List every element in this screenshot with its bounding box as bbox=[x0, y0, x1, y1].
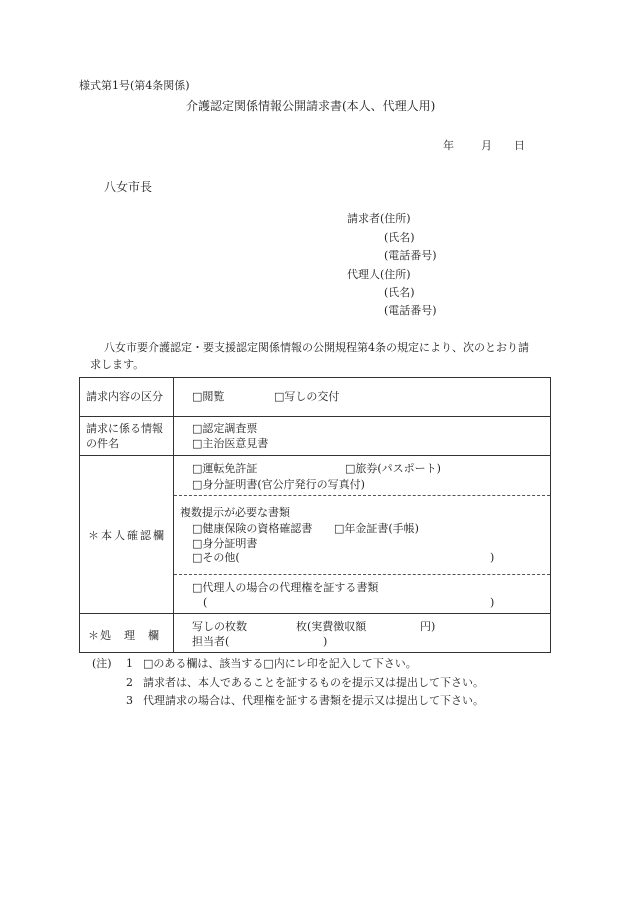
passport-checkbox[interactable]: □旅券(パスポート) bbox=[345, 462, 441, 475]
doctor-opinion-checkbox[interactable]: □主治医意見書 bbox=[192, 437, 269, 450]
processing-label: ＊処 理 欄 bbox=[88, 629, 160, 642]
table-dashed-divider bbox=[174, 574, 550, 575]
other-doc-checkbox[interactable]: □その他( bbox=[192, 551, 240, 564]
proxy-doc-checkbox[interactable]: □代理人の場合の代理権を証する書類 bbox=[192, 581, 379, 594]
form-number: 様式第1号(第4条関係) bbox=[79, 79, 190, 92]
survey-sheet-checkbox[interactable]: □認定調査票 bbox=[192, 422, 258, 435]
fee-label: 枚(実費徴収額 bbox=[296, 620, 367, 633]
note-text: 請求者は、本人であることを証するものを提示又は提出して下さい。 bbox=[143, 676, 484, 689]
table-row-divider bbox=[80, 455, 550, 456]
id-certificate-2-checkbox[interactable]: □身分証明書 bbox=[192, 537, 258, 550]
note-number: 2 bbox=[126, 676, 133, 689]
note-text: □のある欄は、該当する□内にレ印を記入して下さい。 bbox=[143, 657, 417, 670]
applicant-name-label: (氏名) bbox=[384, 231, 415, 244]
agent-phone-label: (電話番号) bbox=[384, 304, 437, 317]
body-text-line2: 求します。 bbox=[90, 358, 145, 371]
page-title: 介護認定関係情報公開請求書(本人、代理人用) bbox=[186, 99, 436, 113]
note-number: 1 bbox=[126, 657, 133, 670]
date-day: 日 bbox=[514, 139, 525, 152]
note-number: 3 bbox=[126, 694, 133, 707]
yen-label: 円) bbox=[420, 620, 436, 633]
date-year: 年 bbox=[443, 139, 454, 152]
table-row-divider bbox=[80, 416, 550, 417]
view-checkbox[interactable]: □閲覧 bbox=[192, 390, 225, 403]
body-text-line1: 八女市要介護認定・要支援認定関係情報の公開規程第4条の規定により、次のとおり請 bbox=[104, 341, 529, 354]
pension-certificate-checkbox[interactable]: □年金証書(手帳) bbox=[334, 522, 419, 535]
other-doc-close-paren: ) bbox=[490, 551, 495, 564]
copy-delivery-checkbox[interactable]: □写しの交付 bbox=[274, 390, 340, 403]
staff-close-paren: ) bbox=[323, 635, 328, 648]
notes-label: (注) bbox=[92, 657, 112, 670]
applicant-address-label: 請求者(住所) bbox=[347, 212, 411, 225]
id-certificate-checkbox[interactable]: □身分証明書(官公庁発行の写真付) bbox=[192, 478, 365, 491]
proxy-doc-open-paren: ( bbox=[203, 596, 208, 609]
copies-count-label: 写しの枚数 bbox=[192, 620, 247, 633]
table-column-divider bbox=[173, 378, 174, 652]
identity-check-label: ＊本人確認欄 bbox=[88, 529, 166, 542]
applicant-phone-label: (電話番号) bbox=[384, 249, 437, 262]
addressee: 八女市長 bbox=[104, 180, 153, 194]
agent-address-label: 代理人(住所) bbox=[347, 268, 411, 281]
date-month: 月 bbox=[481, 139, 492, 152]
note-text: 代理請求の場合は、代理権を証する書類を提示又は提出して下さい。 bbox=[143, 694, 484, 707]
multi-docs-heading: 複数提示が必要な書類 bbox=[180, 506, 290, 519]
doc-name-label-line1: 請求に係る情報 bbox=[86, 422, 163, 435]
table-dashed-divider bbox=[174, 495, 550, 496]
staff-label: 担当者( bbox=[192, 635, 230, 648]
request-form-table bbox=[79, 377, 551, 653]
table-row-divider bbox=[80, 613, 550, 614]
doc-name-label-line2: の件名 bbox=[86, 437, 119, 450]
health-insurance-checkbox[interactable]: □健康保険の資格確認書 bbox=[192, 522, 313, 535]
drivers-license-checkbox[interactable]: □運転免許証 bbox=[192, 462, 258, 475]
agent-name-label: (氏名) bbox=[384, 286, 415, 299]
proxy-doc-close-paren: ) bbox=[490, 596, 495, 609]
request-type-label: 請求内容の区分 bbox=[86, 390, 163, 403]
